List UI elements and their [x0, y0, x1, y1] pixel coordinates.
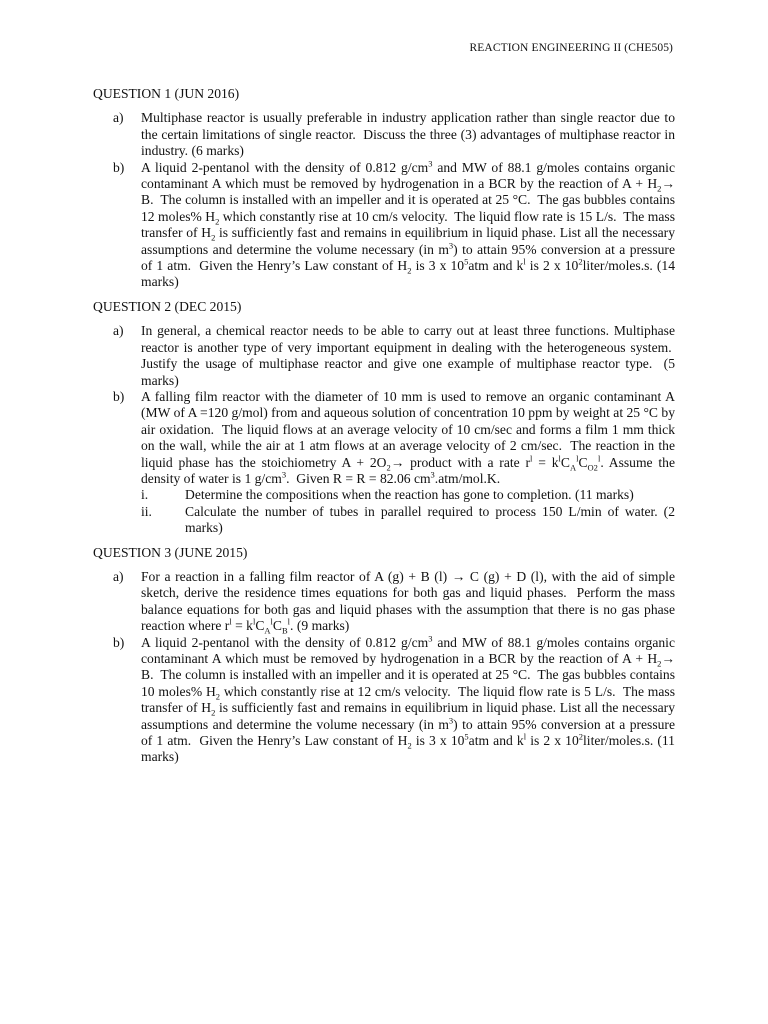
part-text: Multiphase reactor is usually preferable in industry application rather than single reactor due to the certain limitations of single reactor. Discuss the three (3) advantages of multiphase reactor in industry. (6 marks): [141, 110, 675, 159]
part-text: In general, a chemical reactor needs to be able to carry out at least three functions. Multiphase reactor is another type of very important equipment in dealing with the heterogeneous system. Justify the usage of multiphase reactor and give one example of multiphase reactor type. (5 marks): [141, 323, 675, 388]
document-body: [93, 86, 675, 766]
part-text: For a reaction in a falling film reactor of A (g) + B (l) → C (g) + D (l), with the aid of simple sketch, derive the residence times equations for both gas and liquid phases. Perform the mass balance equations for both gas and liquid phases with the assumption that there is no gas phase reaction where $r^l = k^lC_A^lC_B^l$. (9 marks): [141, 568, 675, 636]
question-part: [93, 635, 675, 766]
part-text: A liquid 2-pentanol with the density of 0.812 $g/cm^3$ and MW of 88.1 g/moles contains organic contaminant A which must be removed by hydrogenation in a BCR by the reaction of $A + H_2\to B$. The column is installed with an impeller and it is operated at 25 °C. The gas bubbles contains 12 moles% $H_2$ which constantly rise at 10 cm/s velocity. The liquid flow rate is 15 L/s. The mass transfer of $H_2$ is sufficiently fast and remains in equilibrium in liquid phase. List all the necessary assumptions and determine the volume necessary (in $m^3$) to attain 95% conversion at a pressure of 1 atm. Given the Henry’s Law constant of $H_2$ is 3 x $10^5atm$ and $k^l$ is 2 x $10^2liter/moles.s$. (14 marks): [141, 158, 675, 290]
sub-part: [141, 487, 675, 503]
question-part: [93, 160, 675, 291]
question-heading: QUESTION 3 (JUNE 2015): [93, 544, 248, 560]
part-text: A falling film reactor with the diameter of 10 mm is used to remove an organic contaminant A (MW of A =120 g/mol) from and aqueous solution of concentration 10 ppm by weight at 25 °C by air oxidation. The liquid flows at an average velocity of 10 cm/sec and forms a film 1 mm thick on the wall, while the air at 1 atm flows at an average velocity of 2 cm/sec. The reaction in the liquid phase has the stoichiometry $A + 2O_2\to$ product with a rate $r^l = k^lC_A^lC_{O2}^l$. Assume the density of water is 1 $g/cm^3$. Given R = R = 82.06 $cm^3.atm/mol.K$.: [141, 388, 675, 486]
part-label: a): [113, 568, 124, 584]
page-header: REACTION ENGINEERING II (CHE505): [469, 42, 673, 54]
sub-part-label: ii.: [141, 503, 152, 519]
sub-part-label: i.: [141, 487, 149, 503]
question-heading: QUESTION 2 (DEC 2015): [93, 298, 242, 314]
part-label: a): [113, 323, 124, 339]
part-label: b): [113, 388, 125, 404]
question-part: [93, 110, 675, 159]
section-gap: [93, 291, 675, 299]
part-label: b): [113, 634, 125, 650]
part-label: a): [113, 110, 124, 126]
sub-part-text: Calculate the number of tubes in parallel required to process 150 L/min of water. (2 marks): [185, 503, 675, 536]
question-part: [93, 569, 675, 635]
question-part: [93, 323, 675, 389]
sub-part: [141, 504, 675, 537]
part-label: b): [113, 159, 125, 175]
section-gap: [93, 537, 675, 545]
question-heading: QUESTION 1 (JUN 2016): [93, 86, 240, 101]
part-text: A liquid 2-pentanol with the density of 0.812 $g/cm^3$ and MW of 88.1 g/moles contains organic contaminant A which must be removed by hydrogenation in a BCR by the reaction of $A + H_2\to B$. The column is installed with an impeller and it is operated at 25 °C. The gas bubbles contains 10 moles% $H_2$ which constantly rise at 12 cm/s velocity. The liquid flow rate is 5 L/s. The mass transfer of $H_2$ is sufficiently fast and remains in equilibrium in liquid phase. List all the necessary assumptions and determine the volume necessary (in $m^3$) to attain 95% conversion at a pressure of 1 atm. Given the Henry’s Law constant of $H_2$ is 3 x $10^5atm$ and $k^l$ is 2 x $10^2liter/moles.s$. (11 marks): [141, 633, 675, 765]
sub-part-text: Determine the compositions when the reaction has gone to completion. (11 marks): [185, 487, 634, 503]
question-part: [93, 389, 675, 487]
